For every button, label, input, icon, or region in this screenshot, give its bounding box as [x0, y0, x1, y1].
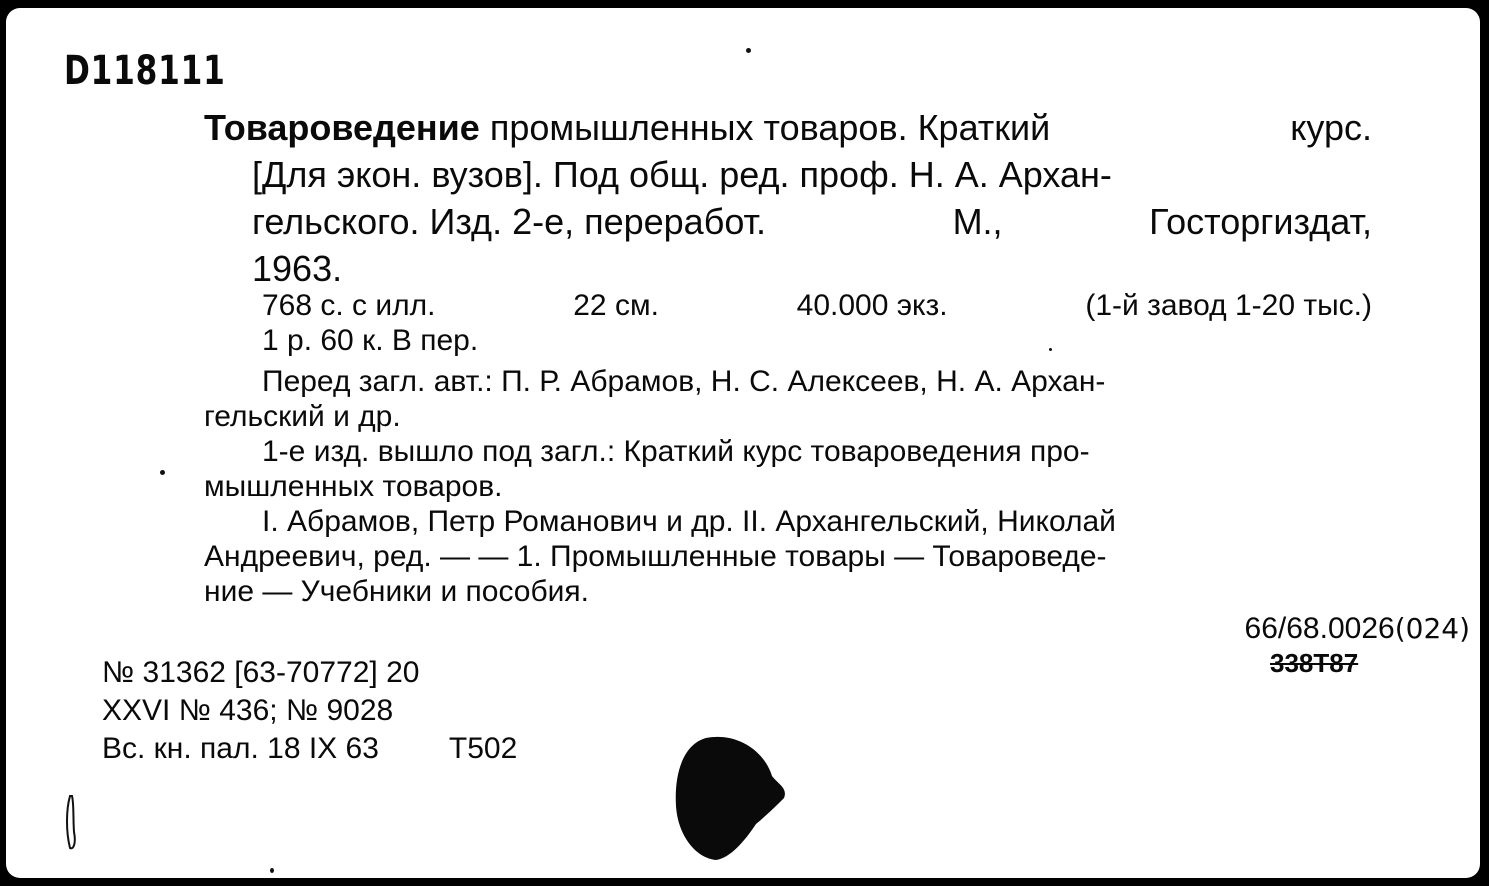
- tracing-line-2: [204, 539, 1372, 574]
- title-line-3-c: Госторгиздат,: [1149, 201, 1372, 242]
- speck: [746, 48, 751, 53]
- collation-price: 1 р. 60 к. В пер.: [262, 324, 479, 357]
- speck: [160, 470, 165, 475]
- classmark-handwritten: (024): [1394, 612, 1470, 645]
- collation-copies: 40.000 экз.: [796, 289, 948, 322]
- card-footer: [102, 654, 517, 768]
- tracing-line-3: [204, 574, 1372, 609]
- authors-note-text-1: Перед загл. авт.: П. Р. Абрамов, Н. С. Алексеев, Н. А. Архан-: [262, 365, 1106, 398]
- authors-note-line-2: [204, 399, 1372, 434]
- first-edition-note-line-2: [204, 469, 1372, 504]
- first-edition-text-1: 1-е изд. вышло под загл.: Краткий курс товароведения про-: [262, 435, 1090, 468]
- title-line-4: [204, 245, 1372, 292]
- handwritten-call-number: D118111: [64, 48, 226, 94]
- classification-mark: [1214, 612, 1470, 680]
- collation-print-run: (1-й завод 1-20 тыс.): [1085, 289, 1372, 322]
- title-line-1: [204, 104, 1372, 151]
- title-line-1-end: курс.: [1290, 107, 1372, 148]
- collation-pages: 768 с. с илл.: [262, 289, 436, 322]
- collation-line-1: [204, 288, 1372, 323]
- speck: [1049, 348, 1052, 351]
- ink-blot-mark: [672, 732, 792, 862]
- collation: [204, 288, 1372, 358]
- title-line-4-text: 1963.: [252, 248, 343, 289]
- title-line-1-text: промышленных товаров. Краткий: [489, 107, 1051, 148]
- tracing-line-1: [204, 504, 1372, 539]
- authors-note-line-1: [204, 364, 1372, 399]
- footer-line-3: [102, 730, 517, 768]
- authors-note-text-2: гельский и др.: [204, 400, 401, 433]
- collation-size: 22 см.: [573, 289, 659, 322]
- title-line-2: [204, 151, 1372, 198]
- footer-code: Т502: [448, 732, 518, 765]
- tracing-text-2: Андреевич, ред. — — 1. Промышленные товары — Товароведе-: [204, 540, 1107, 573]
- tracing-text-1: I. Абрамов, Петр Романович и др. II. Архангельский, Николай: [262, 505, 1116, 538]
- classmark-number: 66/68.0026: [1244, 612, 1395, 645]
- title-line-3-b: М.,: [952, 201, 1003, 242]
- tracing-text-3: ние — Учебники и пособия.: [204, 575, 590, 608]
- collation-line-2: [204, 323, 1372, 358]
- classmark-struck: 338Т87: [1270, 648, 1359, 678]
- catalog-card: [6, 8, 1480, 878]
- notes: [204, 364, 1372, 609]
- speck: [270, 868, 274, 873]
- title-line-3-a: гельского. Изд. 2-е, переработ.: [252, 201, 767, 242]
- first-edition-note-line-1: [204, 434, 1372, 469]
- footer-line-2: XXVI № 436; № 9028: [102, 694, 394, 727]
- first-edition-text-2: мышленных товаров.: [204, 470, 503, 503]
- title-line-2-text: [Для экон. вузов]. Под общ. ред. проф. Н. А. Архан-: [252, 154, 1112, 195]
- footer-line-1: № 31362 [63-70772] 20: [102, 656, 420, 689]
- title-statement: [204, 104, 1372, 292]
- footer-line-3-text: Вс. кн. пал. 18 IX 63: [102, 732, 379, 765]
- pencil-mark: [62, 792, 82, 852]
- title-bold-word: Товароведение: [204, 107, 480, 148]
- title-line-3: [204, 198, 1372, 245]
